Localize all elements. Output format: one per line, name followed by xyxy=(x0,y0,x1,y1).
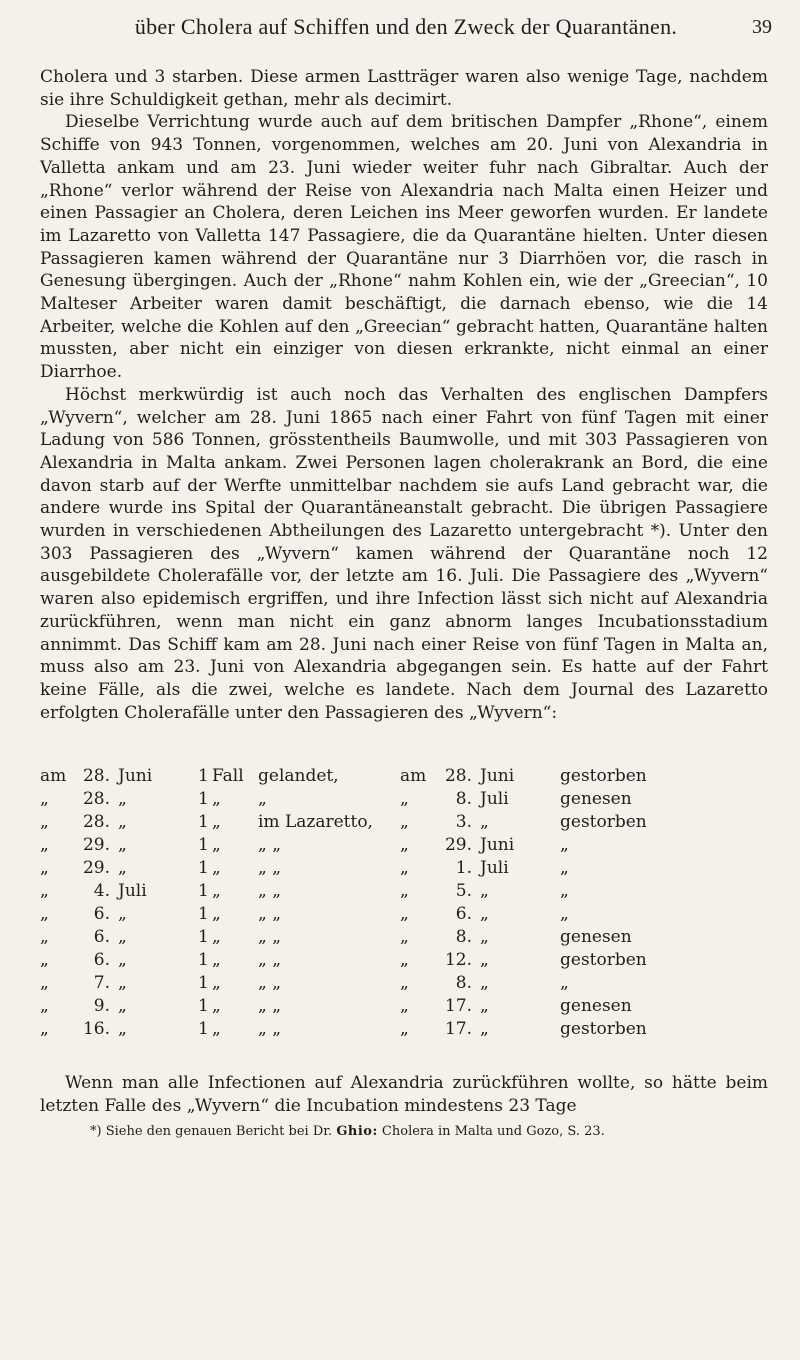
ledger-cell-n: 1 xyxy=(198,881,209,901)
ledger-cell-am1: „ xyxy=(40,927,49,947)
ledger-cell-d1: 6. xyxy=(93,927,110,947)
ledger-cell-fall: „ xyxy=(212,858,221,878)
ledger-cell-n: 1 xyxy=(198,973,209,993)
ledger-cell-m1: „ xyxy=(118,812,127,832)
ledger-cell-status: „ xyxy=(560,858,569,878)
ledger-cell-ort: „ „ xyxy=(258,881,282,901)
ledger-cell-m1: „ xyxy=(118,904,127,924)
ledger-cell-d2: 6. xyxy=(455,904,472,924)
ledger-row xyxy=(40,926,768,949)
ledger-cell-m1: Juni xyxy=(118,766,153,786)
footnote-prefix: *) Siehe den genauen Bericht bei Dr. xyxy=(90,1124,333,1139)
ledger-cell-m2: „ xyxy=(480,812,489,832)
ledger-cell-m1: „ xyxy=(118,858,127,878)
ledger-cell-fall: „ xyxy=(212,904,221,924)
ledger-cell-d1: 28. xyxy=(82,812,110,832)
ledger-cell-am1: „ xyxy=(40,835,49,855)
ledger-cell-status: genesen xyxy=(560,996,632,1016)
ledger-cell-d1: 6. xyxy=(93,950,110,970)
ledger-cell-d2: 17. xyxy=(444,996,472,1016)
ledger-cell-status: gestorben xyxy=(560,950,647,970)
ledger-cell-n: 1 xyxy=(198,835,209,855)
ledger-row xyxy=(40,903,768,926)
ledger-cell-am2: „ xyxy=(400,812,409,832)
ledger-cell-am1: „ xyxy=(40,950,49,970)
ledger-cell-am1: „ xyxy=(40,812,49,832)
ledger-cell-ort: „ „ xyxy=(258,835,282,855)
page-header xyxy=(40,14,772,54)
ledger-cell-ort: „ xyxy=(258,789,267,809)
ledger-cell-m2: „ xyxy=(480,996,489,1016)
footnote-author: Ghio: xyxy=(336,1124,378,1139)
ledger-cell-fall: „ xyxy=(212,996,221,1016)
ledger-cell-status: genesen xyxy=(560,789,632,809)
ledger-cell-am1: „ xyxy=(40,996,49,1016)
ledger-cell-am1: „ xyxy=(40,858,49,878)
ledger-cell-status: genesen xyxy=(560,927,632,947)
ledger-cell-am2: „ xyxy=(400,835,409,855)
ledger-cell-d2: 8. xyxy=(455,973,472,993)
ledger-cell-d2: 5. xyxy=(455,881,472,901)
ledger-cell-d1: 6. xyxy=(93,904,110,924)
ledger-cell-d2: 1. xyxy=(455,858,472,878)
ledger-cell-m2: „ xyxy=(480,950,489,970)
ledger-cell-ort: „ „ xyxy=(258,1019,282,1039)
ledger-cell-d1: 4. xyxy=(93,881,110,901)
ledger-cell-am2: „ xyxy=(400,927,409,947)
footnote xyxy=(90,1124,780,1139)
ledger-cell-n: 1 xyxy=(198,812,209,832)
ledger-cell-ort: „ „ xyxy=(258,927,282,947)
ledger-cell-d2: 29. xyxy=(444,835,472,855)
ledger-cell-d2: 3. xyxy=(455,812,472,832)
ledger-cell-fall: Fall xyxy=(212,766,244,786)
ledger-row xyxy=(40,949,768,972)
ledger-row xyxy=(40,788,768,811)
ledger-cell-d2: 28. xyxy=(444,766,472,786)
ledger-row xyxy=(40,880,768,903)
ledger-cell-status: „ xyxy=(560,904,569,924)
ledger-cell-m1: „ xyxy=(118,927,127,947)
paragraph: Dieselbe Verrichtung wurde auch auf dem britischen Dampfer „Rhone“, einem Schiffe von 943 Tonnen, vorgenommen, welches am 20. Juni von Alexandria in Valletta ankam und am 23. Juni wieder weiter fuhr nach Gibraltar. Auch der „Rhone“ verlor während der Reise von Alexandria nach Malta einen Heizer und einen Passagier an Cholera, deren Leichen ins Meer geworfen wurden. Er landete im Lazaretto von Valletta 147 Passagiere, die da Quarantäne hielten. Unter diesen Passagieren kamen während der Quarantäne nur 3 Diarrhöen vor, die rasch in Genesung übergingen. Auch der „Rhone“ nahm Kohlen ein, wie der „Greecian“, 10 Malteser Arbeiter waren damit beschäftigt, die darnach ebenso, wie die 14 Arbeiter, welche die Kohlen auf den „Greecian“ gebracht hatten, Quarantäne halten mussten, aber nicht ein einziger von diesen erkrankte, nicht einmal an einer Diarrhoe. xyxy=(40,112,768,383)
ledger-cell-m1: „ xyxy=(118,1019,127,1039)
ledger-cell-am2: „ xyxy=(400,858,409,878)
ledger-cell-ort: „ „ xyxy=(258,973,282,993)
ledger-cell-d2: 8. xyxy=(455,789,472,809)
ledger-row xyxy=(40,857,768,880)
ledger-cell-ort: „ „ xyxy=(258,996,282,1016)
ledger-row xyxy=(40,972,768,995)
ledger-cell-d1: 28. xyxy=(82,766,110,786)
ledger-cell-m2: „ xyxy=(480,904,489,924)
ledger-cell-am1: „ xyxy=(40,881,49,901)
ledger-cell-m1: „ xyxy=(118,835,127,855)
ledger-cell-n: 1 xyxy=(198,1019,209,1039)
ledger-cell-m1: Juli xyxy=(118,881,147,901)
ledger-cell-m2: „ xyxy=(480,927,489,947)
ledger-cell-d1: 16. xyxy=(82,1019,110,1039)
ledger-cell-n: 1 xyxy=(198,858,209,878)
ledger-cell-m1: „ xyxy=(118,950,127,970)
ledger-cell-fall: „ xyxy=(212,835,221,855)
paragraph: Cholera und 3 starben. Diese armen Lastträger waren also wenige Tage, nachdem sie ihre Schuldigkeit gethan, mehr als decimirt. xyxy=(40,67,768,110)
ledger-cell-fall: „ xyxy=(212,973,221,993)
paragraph: Höchst merkwürdig ist auch noch das Verhalten des englischen Dampfers „Wyvern“, welcher am 28. Juni 1865 nach einer Fahrt von fünf Tagen mit einer Ladung von 586 Tonnen, grösstentheils Baumwolle, und mit 303 Passagieren von Alexandria in Malta ankam. Zwei Personen lagen cholerakrank an Bord, die eine davon starb auf der Werfte unmittelbar nachdem sie aufs Land gebracht war, die andere wurde ins Spital der Quarantäneanstalt gebracht. Die übrigen Passagiere wurden in verschiedenen Abtheilungen des Lazaretto untergebracht *). Unter den 303 Passagieren des „Wyvern“ kamen während der Quarantäne noch 12 ausgebildete Cholerafälle vor, der letzte am 16. Juli. Die Passagiere des „Wyvern“ waren also epidemisch ergriffen, und ihre Infection lässt sich nicht auf Alexandria zurückführen, wenn man nicht ein ganz abnorm langes Incubationsstadium annimmt. Das Schiff kam am 28. Juni nach einer Reise von fünf Tagen in Malta an, muss also am 23. Juni von Alexandria abgegangen sein. Es hatte auf der Fahrt keine Fälle, als die zwei, welche es landete. Nach dem Journal des Lazaretto erfolgten Cholerafälle unter den Passagieren des „Wyvern“: xyxy=(40,384,768,723)
ledger-cell-status: gestorben xyxy=(560,812,647,832)
ledger-cell-n: 1 xyxy=(198,789,209,809)
ledger-cell-ort: im Lazaretto, xyxy=(258,812,373,832)
ledger-cell-m1: „ xyxy=(118,789,127,809)
footnote-rest: Cholera in Malta und Gozo, S. 23. xyxy=(381,1124,605,1139)
ledger-cell-ort: gelandet, xyxy=(258,766,339,786)
ledger-cell-d2: 12. xyxy=(444,950,472,970)
paragraph: Wenn man alle Infectionen auf Alexandria zurückführen wollte, so hätte beim letzten Falle des „Wyvern“ die Incubation mindestens 23 Tage xyxy=(40,1073,768,1116)
ledger-cell-m1: „ xyxy=(118,973,127,993)
ledger-cell-d1: 7. xyxy=(93,973,110,993)
ledger-cell-status: „ xyxy=(560,881,569,901)
ledger-cell-status: „ xyxy=(560,835,569,855)
ledger-cell-fall: „ xyxy=(212,927,221,947)
ledger-row xyxy=(40,811,768,834)
ledger-cell-am2: „ xyxy=(400,904,409,924)
ledger-cell-status: gestorben xyxy=(560,766,647,786)
ledger-cell-d2: 8. xyxy=(455,927,472,947)
ledger-cell-n: 1 xyxy=(198,927,209,947)
ledger-cell-ort: „ „ xyxy=(258,904,282,924)
ledger-cell-fall: „ xyxy=(212,881,221,901)
ledger-cell-n: 1 xyxy=(198,904,209,924)
ledger-cell-am2: „ xyxy=(400,950,409,970)
ledger-cell-fall: „ xyxy=(212,950,221,970)
ledger-cell-m2: Juni xyxy=(480,835,515,855)
ledger-cell-n: 1 xyxy=(198,766,209,786)
ledger-cell-fall: „ xyxy=(212,812,221,832)
ledger-cell-m2: „ xyxy=(480,1019,489,1039)
ledger-cell-d1: 9. xyxy=(93,996,110,1016)
ledger-row xyxy=(40,995,768,1018)
running-title: über Cholera auf Schiffen und den Zweck der Quarantänen. xyxy=(134,14,678,39)
ledger-cell-n: 1 xyxy=(198,950,209,970)
ledger-cell-ort: „ „ xyxy=(258,950,282,970)
ledger-cell-d1: 29. xyxy=(82,858,110,878)
ledger-cell-am1: „ xyxy=(40,973,49,993)
ledger-cell-am2: „ xyxy=(400,973,409,993)
ledger-cell-d1: 29. xyxy=(82,835,110,855)
ledger-cell-m2: Juni xyxy=(480,766,515,786)
page-number: 39 xyxy=(752,16,772,38)
ledger-cell-n: 1 xyxy=(198,996,209,1016)
ledger-cell-m2: Juli xyxy=(480,789,509,809)
ledger-cell-d1: 28. xyxy=(82,789,110,809)
ledger-cell-m1: „ xyxy=(118,996,127,1016)
ledger-cell-am2: „ xyxy=(400,996,409,1016)
ledger-cell-m2: „ xyxy=(480,881,489,901)
ledger-row xyxy=(40,765,768,788)
ledger-cell-am2: „ xyxy=(400,789,409,809)
cholera-case-ledger xyxy=(40,765,768,1041)
ledger-cell-status: „ xyxy=(560,973,569,993)
ledger-cell-fall: „ xyxy=(212,1019,221,1039)
ledger-cell-m2: Juli xyxy=(480,858,509,878)
ledger-cell-am2: „ xyxy=(400,881,409,901)
ledger-cell-status: gestorben xyxy=(560,1019,647,1039)
ledger-cell-am2: „ xyxy=(400,1019,409,1039)
ledger-row xyxy=(40,834,768,857)
ledger-cell-ort: „ „ xyxy=(258,858,282,878)
ledger-cell-am2: am xyxy=(400,766,427,786)
ledger-cell-am1: am xyxy=(40,766,67,786)
closing-text xyxy=(40,1072,768,1117)
ledger-cell-m2: „ xyxy=(480,973,489,993)
ledger-cell-am1: „ xyxy=(40,789,49,809)
ledger-cell-am1: „ xyxy=(40,904,49,924)
ledger-cell-fall: „ xyxy=(212,789,221,809)
ledger-row xyxy=(40,1018,768,1041)
body-text xyxy=(40,66,768,724)
ledger-cell-d2: 17. xyxy=(444,1019,472,1039)
ledger-cell-am1: „ xyxy=(40,1019,49,1039)
